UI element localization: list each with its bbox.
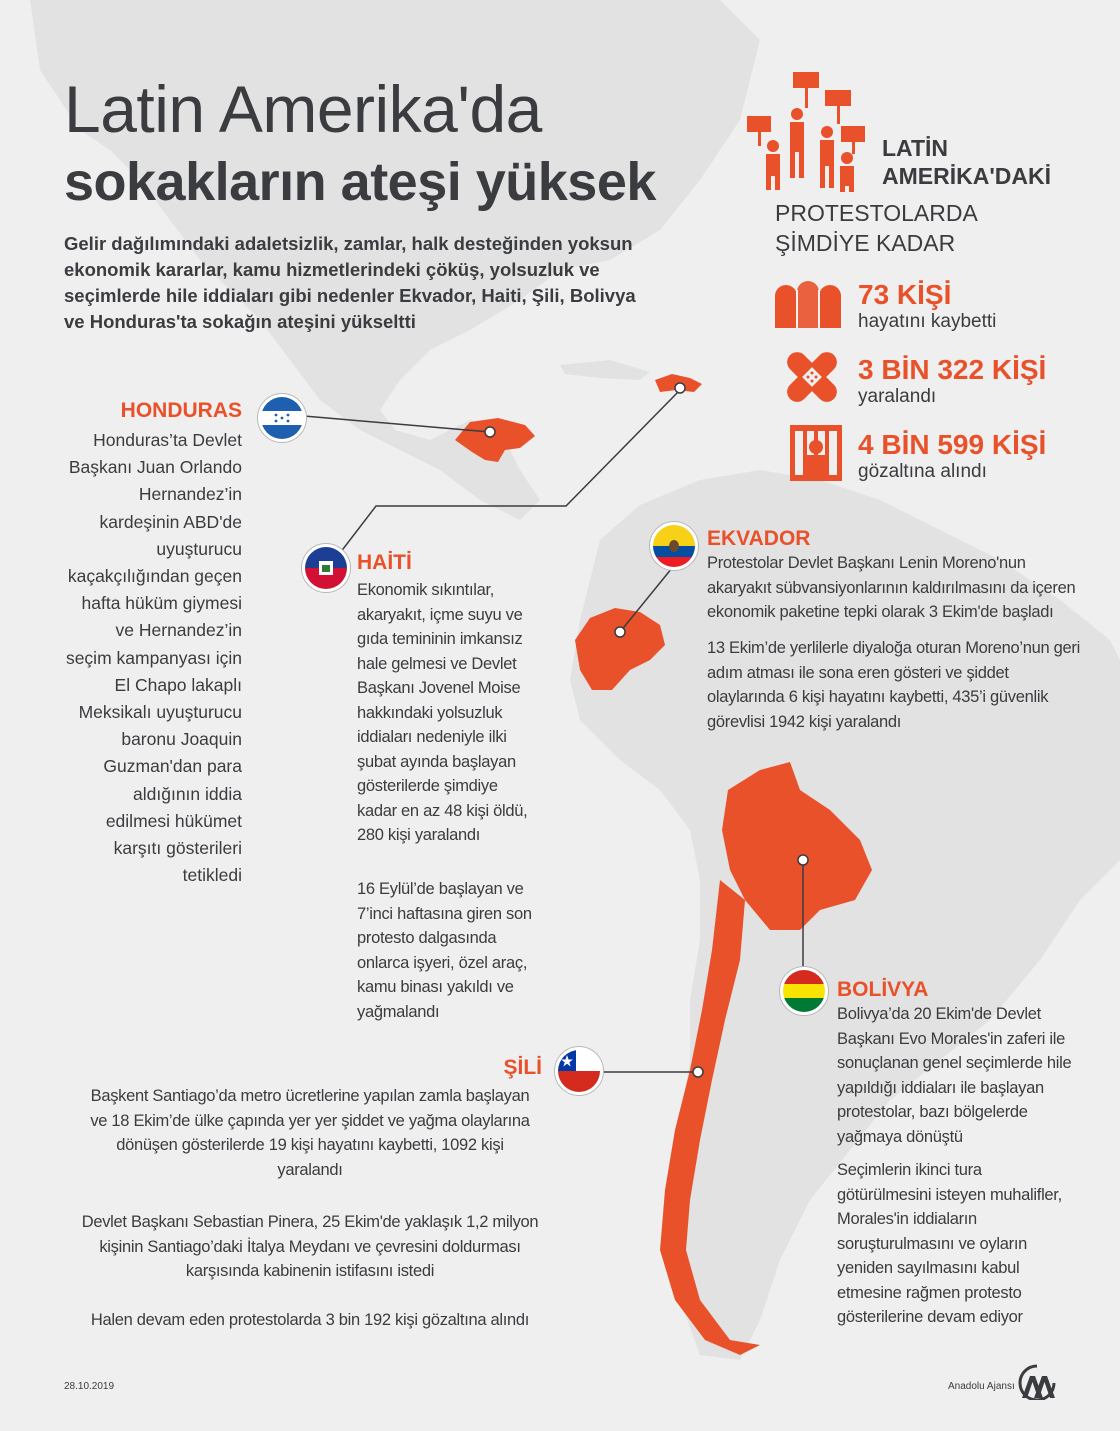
haiti-line: iddiaları nedeniyle ilki (357, 728, 507, 746)
honduras-line: tetikledi (182, 865, 242, 886)
sili-flag-icon (555, 1047, 603, 1095)
bolivya-line: Başkanı Evo Morales'in zaferi ile (837, 1029, 1066, 1048)
sili-text-2 (70, 1210, 550, 1284)
haiti-line: gösterilerde şimdiye (357, 777, 498, 795)
bolivya-flag-icon (780, 967, 828, 1015)
ekvador-line: olaylarında 6 kişi hayatını kaybetti, 435’i güvenlik (707, 688, 1049, 706)
haiti-line: 7’inci haftasına giren son (357, 904, 532, 923)
prison-icon (790, 425, 842, 481)
honduras-line: karşıtı gösterileri (113, 838, 242, 859)
honduras-line: kardeşinin ABD'de (99, 511, 242, 532)
haiti-line: hakkındaki yolsuzluk (357, 703, 503, 722)
haiti-line: şubat ayında başlayan (357, 752, 516, 771)
sili-line: karşısında kabinenin istifasını istedi (185, 1262, 435, 1280)
haiti-marker (675, 383, 685, 393)
honduras-line: Honduras’ta Devlet (93, 430, 242, 450)
sili-line: ve 18 Ekim’de ülke çapında yer yer şiddet ve yağma olaylarına (90, 1111, 530, 1130)
haiti-text-1 (357, 578, 557, 848)
summary-sub-1: PROTESTOLARDA (775, 200, 978, 226)
sili-line: kişinin Santiago’daki İtalya Meydanı ve çevresini doldurması (99, 1237, 521, 1256)
ekvador-line: adım atması ile sona eren gösteri ve şiddet (707, 663, 1009, 682)
intro-text (64, 231, 704, 335)
title-line-1: Latin Amerika'da (64, 72, 542, 146)
ekvador-line: akaryakıt sübvansiyonlarının kaldırılmasını da içeren (707, 578, 1076, 597)
haiti-line: onlarca işyeri, özel araç, (357, 953, 528, 972)
stat-dead-value: 73 KİŞİ (858, 279, 952, 310)
bolivya-line: protestolar, bazı bölgelerde (837, 1103, 1028, 1121)
footer-date: 28.10.2019 (64, 1381, 115, 1392)
haiti-line: 16 Eylül’de başlayan ve (357, 880, 524, 898)
bolivya-heading: BOLİVYA (837, 978, 929, 1001)
haiti-line: Ekonomik sıkıntılar, (357, 581, 495, 599)
haiti-line: kamu binası yakıldı ve (357, 978, 514, 996)
gravestones-icon (775, 280, 841, 328)
ekvador-line: Protestolar Devlet Başkanı Lenin Moreno'nun (707, 554, 1026, 572)
honduras-line: uyuşturucu (156, 538, 242, 559)
sili-line: Halen devam eden protestolarda 3 bin 192 kişi gözaltına alındı (90, 1311, 530, 1329)
sili-text-3 (70, 1308, 550, 1333)
intro-line: seçimlerde hile iddiaları gibi nedenler Ekvador, Haiti, Şili, Bolivya (64, 285, 636, 306)
bolivya-line: yağmaya dönüştü (837, 1127, 963, 1146)
cuba-island (560, 360, 650, 380)
bolivya-marker (798, 855, 808, 865)
sili-marker (693, 1067, 703, 1077)
bolivya-line: yapıldığı iddiaları ile başlayan (837, 1078, 1044, 1097)
stat-dead-label: hayatını kaybetti (858, 311, 997, 332)
honduras-line: ve Hernandez’in (115, 620, 242, 641)
honduras-heading: HONDURAS (120, 399, 242, 422)
haiti-line: 280 kişi yaralandı (357, 826, 481, 844)
honduras-line: aldığının iddia (133, 783, 242, 804)
honduras-line: hafta hüküm giymesi (81, 593, 242, 614)
honduras-line: seçim kampanyası için (65, 647, 242, 668)
stat-detained-label: gözaltına alındı (858, 461, 987, 482)
stat-detained-value: 4 BİN 599 KİŞİ (858, 429, 1047, 460)
intro-line: ve Honduras'ta sokağın ateşini yükseltti (64, 311, 416, 332)
sili-line: yaralandı (277, 1160, 343, 1179)
honduras-flag-icon (258, 394, 306, 442)
honduras-line: baronu Joaquin (121, 729, 242, 750)
protesters-icon (745, 72, 870, 192)
bolivya-line: götürülmesini isteyen muhalifler, (837, 1185, 1062, 1204)
honduras-text (30, 427, 242, 889)
haiti-line: protesto dalgasında (357, 929, 497, 947)
bolivya-text-2 (837, 1158, 1077, 1330)
sili-line: Devlet Başkanı Sebastian Pinera, 25 Ekim'de yaklaşık 1,2 milyon (81, 1213, 539, 1231)
sili-text-1 (70, 1084, 550, 1182)
haiti-line: hale gelmesi ve Devlet (357, 654, 517, 673)
bandage-icon (785, 350, 839, 404)
haiti-line: Başkanı Jovenel Moise (357, 679, 521, 697)
bolivya-line: etmesine rağmen protesto (837, 1283, 1022, 1302)
ekvador-line: ekonomik paketine tepki olarak 3 Ekim'de başladı (707, 603, 1054, 621)
bolivya-line: Bolivya’da 20 Ekim'de Devlet (837, 1005, 1041, 1023)
haiti-heading: HAİTİ (357, 551, 412, 574)
ekvador-text-2 (707, 636, 1107, 734)
sili-line: Başkent Santiago’da metro ücretlerine yapılan zamla başlayan (90, 1087, 530, 1105)
summary-heading-1: LATİN (882, 135, 949, 161)
intro-line: ekonomik kararlar, kamu hizmetlerindeki çöküş, yolsuzluk ve (64, 259, 600, 280)
title-line-2: sokakların ateşi yüksek (64, 152, 656, 212)
bolivya-line: Seçimlerin ikinci tura (837, 1161, 982, 1179)
summary-heading-2: AMERİKA'DAKİ (882, 163, 1052, 189)
haiti-line: akaryakıt, içme suyu ve (357, 605, 523, 624)
footer-agency: Anadolu Ajansı (948, 1381, 1015, 1392)
aa-logo-icon (1016, 1364, 1058, 1400)
sili-heading: ŞİLİ (503, 1056, 542, 1079)
bolivya-line: sonuçlanan genel seçimlerde hile (837, 1054, 1072, 1072)
haiti-line: kadar en az 48 kişi öldü, (357, 801, 528, 820)
honduras-line: edilmesi hükümet (105, 810, 242, 831)
intro-line: Gelir dağılımındaki adaletsizlik, zamlar, halk desteğinden yoksun (64, 233, 633, 254)
ekvador-flag-icon (650, 522, 698, 570)
sili-line: dönüşen gösterilerde 19 kişi hayatını kaybetti, 1092 kişi (116, 1136, 504, 1154)
honduras-marker (485, 427, 495, 437)
summary-sub-2: ŞİMDİYE KADAR (775, 230, 956, 256)
ekvador-marker (615, 627, 625, 637)
bolivya-line: gösterilerine devam ediyor (837, 1308, 1023, 1326)
stat-injured-label: yaralandı (858, 386, 937, 407)
haiti-text-2 (357, 877, 557, 1024)
bolivya-text-1 (837, 1002, 1077, 1149)
honduras-line: El Chapo lakaplı (114, 674, 242, 695)
ekvador-line: 13 Ekim’de yerlilerle diyaloğa oturan Moreno’nun geri (707, 639, 1080, 657)
honduras-line: Guzman'dan para (103, 756, 242, 777)
bolivya-line: soruşturulmasını ve oyların (837, 1234, 1027, 1253)
haiti-line: gıda temininin imkansız (357, 630, 523, 648)
bolivya-line: yeniden sayılmasını kabul (837, 1259, 1020, 1277)
honduras-line: Başkanı Juan Orlando (68, 457, 242, 478)
haiti-flag-icon (302, 544, 350, 592)
honduras-line: Meksikalı uyuşturucu (78, 702, 242, 723)
honduras-line: kaçakçılığından geçen (67, 566, 242, 587)
ekvador-heading: EKVADOR (707, 527, 811, 550)
haiti-line: yağmalandı (357, 1002, 440, 1021)
honduras-line: Hernandez’in (138, 484, 242, 505)
stat-injured-value: 3 BİN 322 KİŞİ (858, 354, 1047, 385)
ekvador-line: görevlisi 1942 kişi yaralandı (707, 712, 901, 731)
ekvador-text-1 (707, 551, 1107, 625)
bolivya-line: Morales'in iddiaların (837, 1210, 977, 1228)
